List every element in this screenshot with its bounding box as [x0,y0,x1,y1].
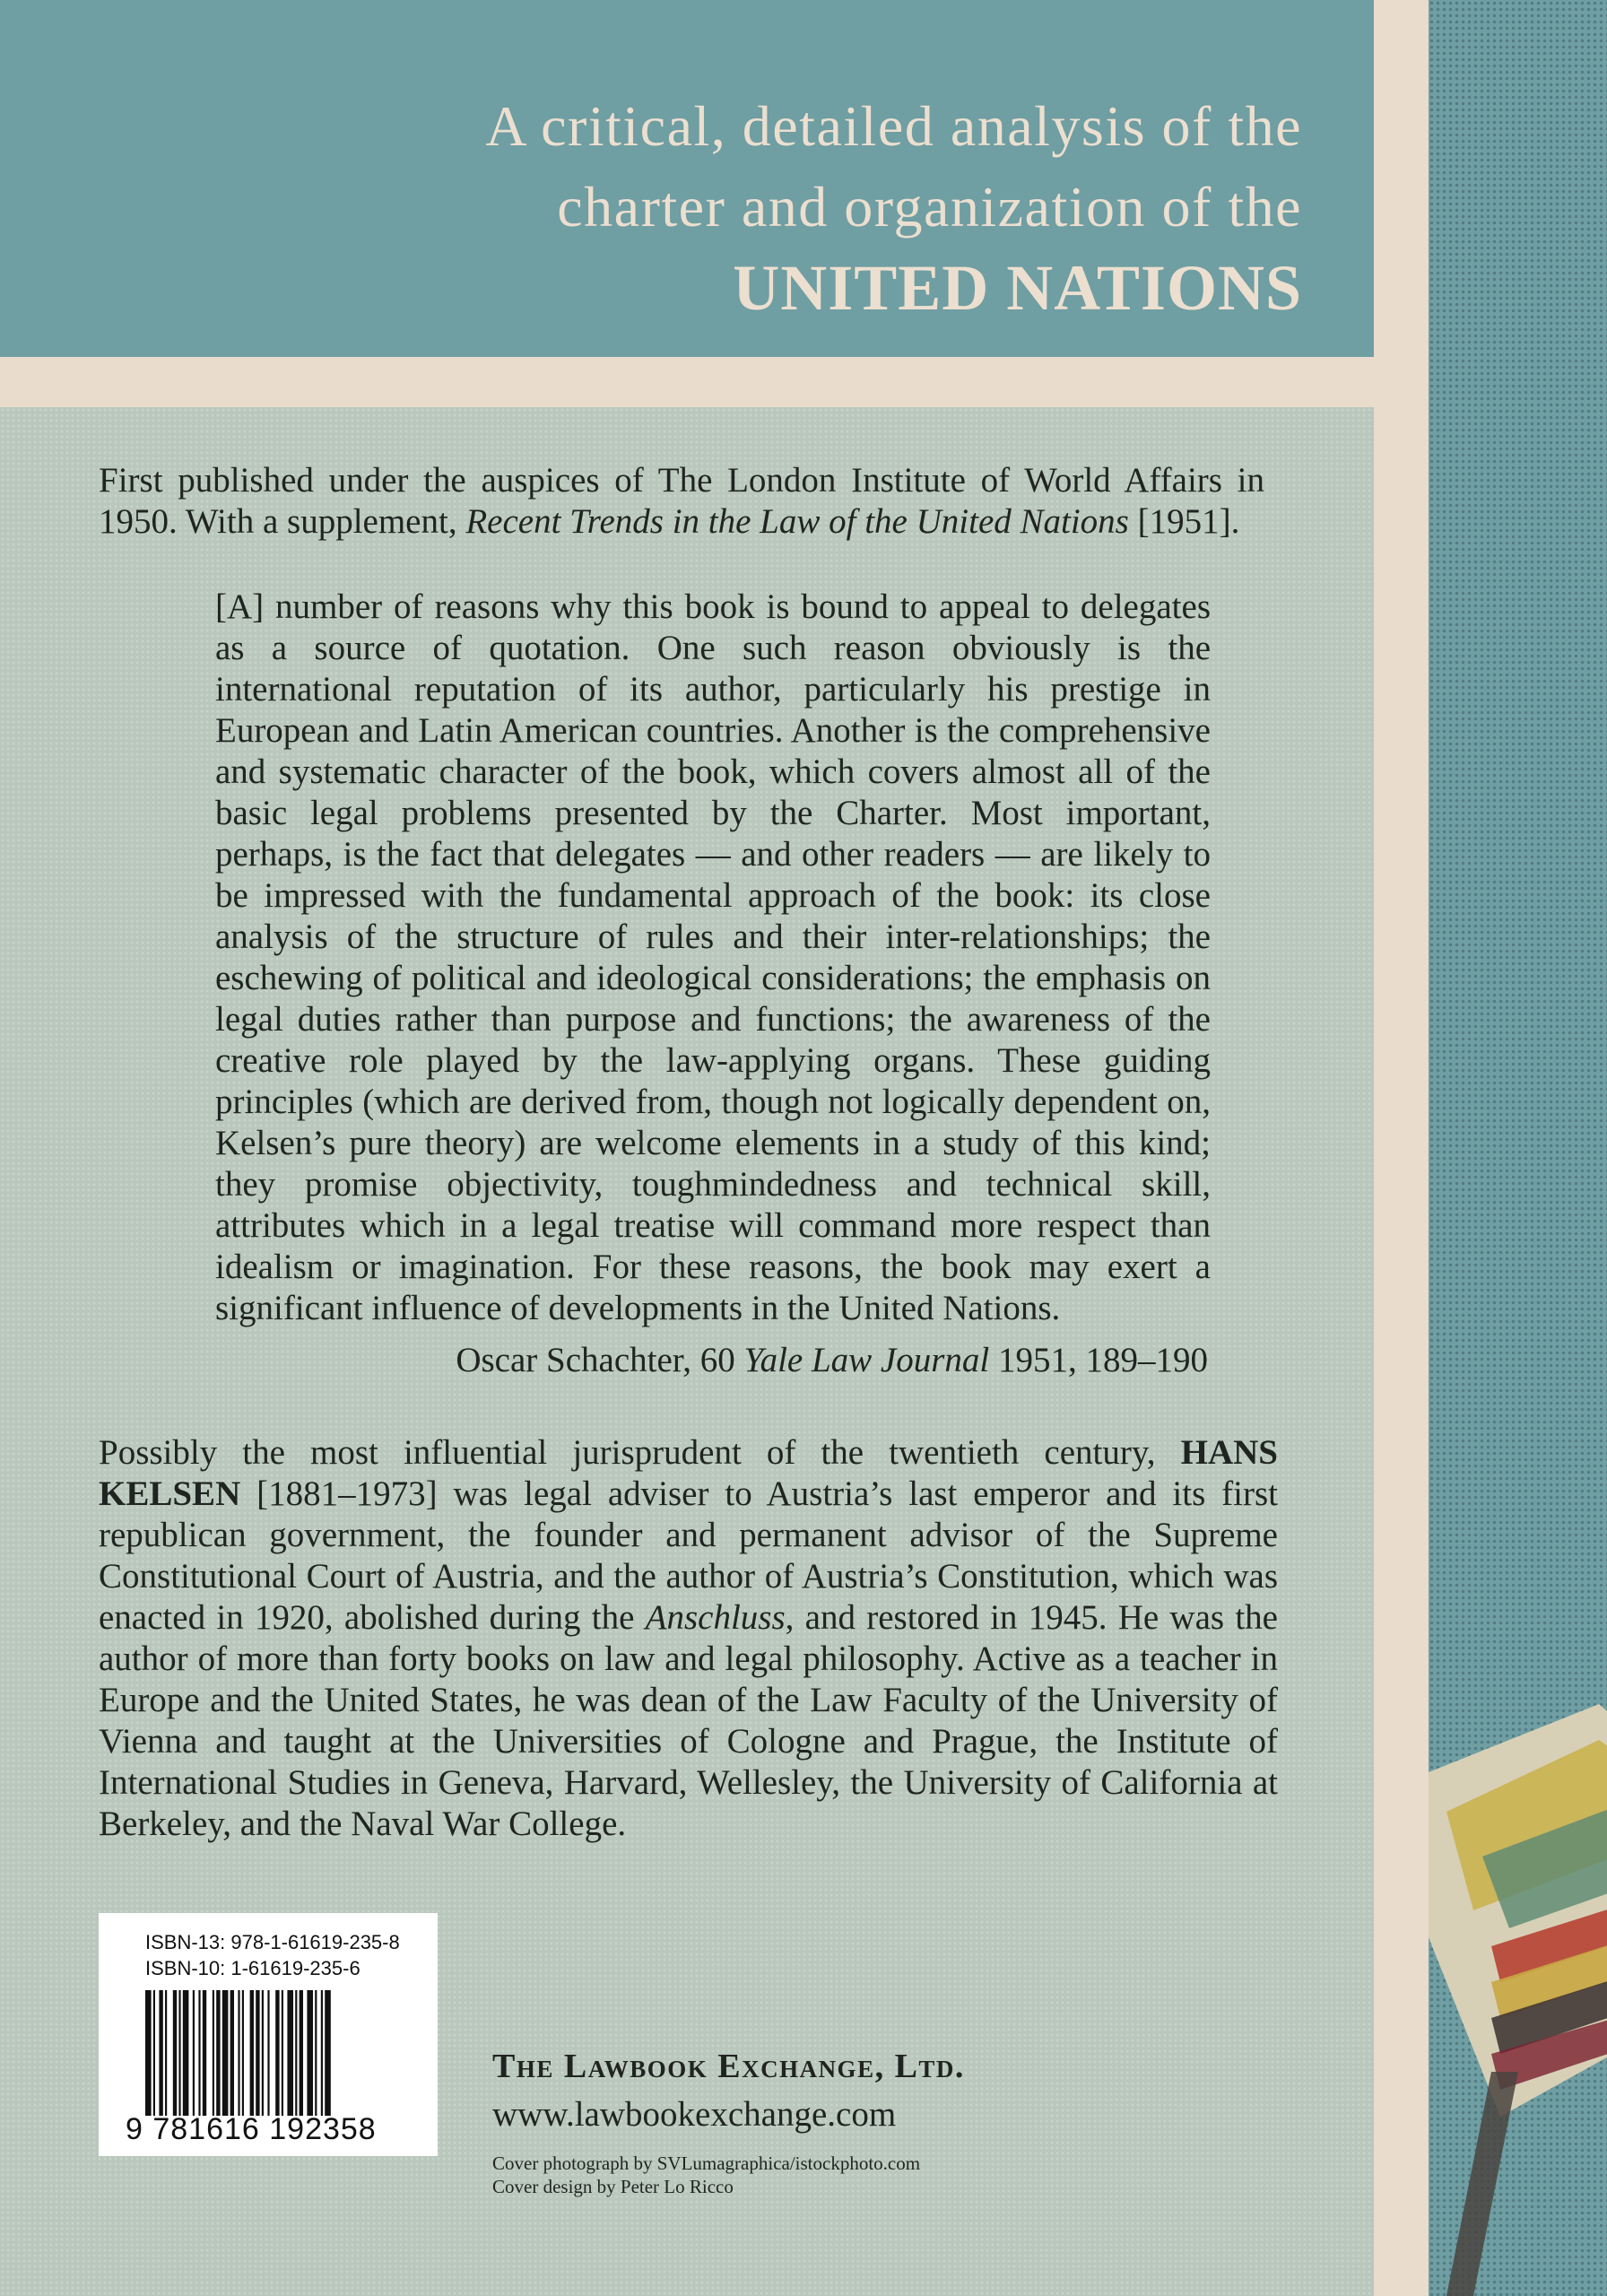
barcode-bar [275,1990,279,2116]
design-credit: Cover design by Peter Lo Ricco [492,2176,734,2197]
barcode-bar [315,1990,317,2116]
bio-text-2: , and restored in 1945. He was the author of more than forty books on law and legal philosophy. Active as a teacher in Europe and the United States, he was dean of the Law Faculty of the University of Vienna and taught at the Universities of Cologne and Prague, the Institute of International Studies in Geneva, Harvard, Wellesley, the University of California at Berkeley, and the Naval War College. [99,1598,1278,1843]
barcode-bar [183,1990,189,2116]
barcode-bar [222,1990,229,2116]
barcode-bar [250,1990,254,2116]
barcode-bars [145,1990,405,2116]
barcode-bar [282,1990,283,2116]
barcode-digits: 9 781616 192358 [126,2112,377,2146]
barcode-bar [230,1990,234,2116]
author-bio [99,1432,1278,1845]
decorative-side-strip [1429,0,1607,2296]
barcode-bar [238,1990,239,2116]
barcode-bar [287,1990,293,2116]
barcode-bar [145,1990,152,2116]
publication-text-before: First published under the auspices of The London Institute of World Affairs in 1950. With a supplement, [99,461,1264,541]
quote-source-suffix: 1951, 189–190 [989,1341,1208,1379]
barcode-bar [193,1990,195,2116]
barcode-bar [165,1990,167,2116]
barcode-bar [178,1990,180,2116]
bio-anschluss: Anschluss [645,1598,786,1637]
barcode-bar [203,1990,206,2116]
publisher-url: www.lawbookexchange.com [492,2095,897,2134]
barcode-bar [159,1990,162,2116]
author-name: HANS KELSEN [99,1433,1278,1513]
barcode-bar [295,1990,297,2116]
publication-text-after: [1951]. [1128,502,1240,541]
cover-tagline [136,86,1302,328]
barcode-bar [267,1990,269,2116]
barcode-bar [321,1990,323,2116]
header-band [0,0,1374,357]
barcode-bar [300,1990,303,2116]
barcode-bar [173,1990,177,2116]
tagline-line-3: UNITED NATIONS [733,252,1302,324]
quote-attribution [215,1340,1208,1381]
barcode-bar [198,1990,200,2116]
bio-text-1: [1881–1973] was legal adviser to Austria’s last emperor and its first republican government, the founder and permanent advisor of the Supreme Constitutional Court of Austria, and the author of Austria’s Constitution, which was enacted in 1920, abolished during the [99,1474,1278,1637]
barcode-bar [153,1990,155,2116]
supplement-title: Recent Trends in the Law of the United Nations [465,502,1129,541]
barcode-bar [256,1990,259,2116]
barcode-bar [307,1990,313,2116]
barcode-bar [242,1990,244,2116]
isbn-10: ISBN-10: 1-61619-235-6 [145,1957,360,1979]
barcode-bar [216,1990,220,2116]
quote-source-journal: Yale Law Journal [743,1341,990,1379]
tagline-line-2: charter and organization of the [557,175,1302,239]
barcode-bar [262,1990,264,2116]
barcode-box [99,1913,438,2156]
photo-credit: Cover photograph by SVLumagraphica/istockphoto.com [492,2152,921,2174]
bio-intro: Possibly the most influential jurisprudent of the twentieth century, [99,1433,1181,1472]
review-quote: [A] number of reasons why this book is bound to appeal to delegates as a source of quotation. One such reason obviously is the international reputation of its author, particularly his prestige in European and Latin American countries. Another is the comprehensive and systematic character of the book, which covers almost all of the basic legal problems presented by the Charter. Most important, perhaps, is the fact that delegates — and other readers — are likely to be impressed with the fundamental approach of the book: its close analysis of the structure of rules and their inter-relationships; the eschewing of political and ideological considerations; the emphasis on legal duties rather than purpose and functions; the awareness of the creative role played by the law-applying organs. These guiding principles (which are derived from, though not logically dependent on, Kelsen’s pure theory) are welcome elements in a study of this kind; they promise objectivity, toughmindedness and technical skill, attributes which in a legal treatise will command more respect than idealism or imagination. For these reasons, the book may exert a significant influence of developments in the United Nations. [215,587,1211,1327]
quote-source-prefix: Oscar Schachter, 60 [456,1341,744,1379]
isbn-13: ISBN-13: 978-1-61619-235-8 [145,1931,400,1953]
flag-photo-fragment [1429,1650,1607,2296]
publisher-name: The Lawbook Exchange, Ltd. [492,2048,965,2085]
publication-note [99,460,1264,543]
barcode-bar [325,1990,331,2116]
barcode-bar [213,1990,214,2116]
tagline-line-1: A critical, detailed analysis of the [485,94,1302,158]
